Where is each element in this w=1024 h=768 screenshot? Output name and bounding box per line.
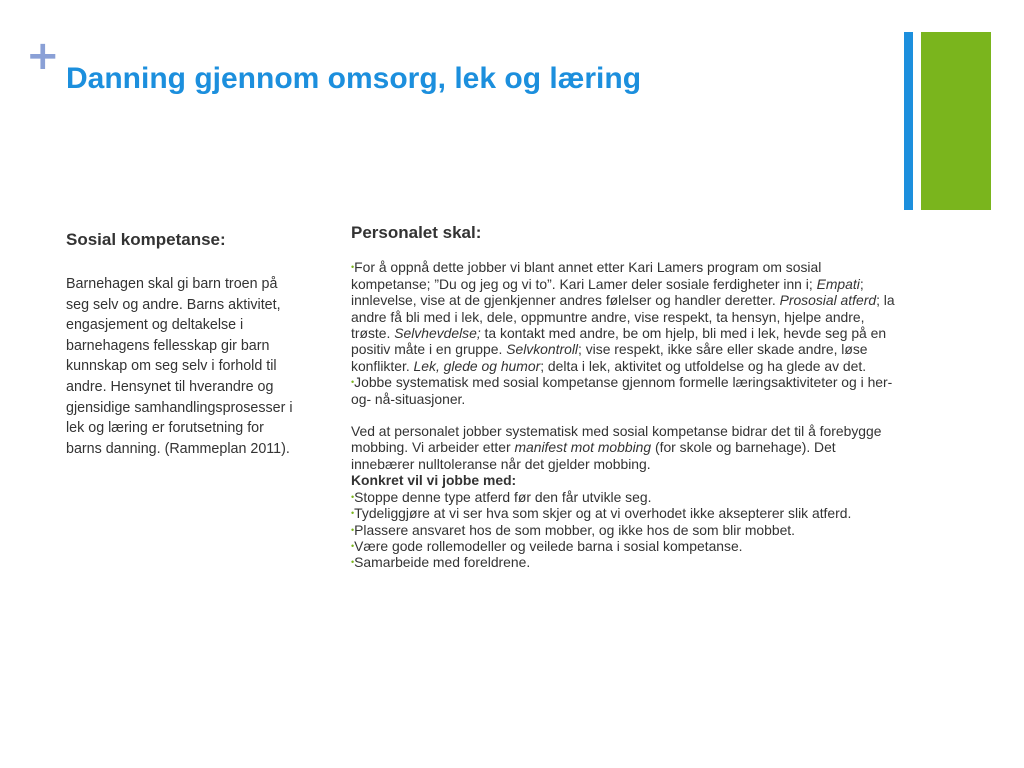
term-selvkontroll: Selvkontroll [506, 341, 579, 358]
list-item [351, 522, 897, 538]
list-item-text: Plassere ansvaret hos de som mobber, og ikke hos de som blir mobbet. [354, 521, 796, 538]
concrete-heading: Konkret vil vi jobbe med: [351, 472, 517, 489]
list-item [351, 554, 897, 570]
bullet-icon: • [351, 262, 355, 273]
paragraph-bullying [351, 423, 897, 472]
accent-bar-green [921, 32, 991, 210]
left-column [66, 230, 302, 459]
plus-icon: + [26, 33, 60, 79]
spacer [351, 407, 897, 423]
list-item [351, 489, 897, 505]
accent-bar-blue [904, 32, 913, 210]
bullet-icon: • [351, 491, 355, 502]
bullet-text: ; la andre få bli med i lek, dele, oppmuntre andre, vise respekt, ta hensyn, hjelpe andre, trøste. [351, 292, 895, 342]
list-item [351, 505, 897, 521]
term-lek-glede-humor: Lek, glede og humor [413, 357, 541, 374]
bullet-text: ta kontakt med andre, be om hjelp, bli med i lek, hevde seg på en positiv måte i en gruppe. [351, 325, 887, 358]
bullet-icon: • [351, 540, 355, 551]
bullet-icon: • [351, 508, 355, 519]
bullet-text: ; delta i lek, aktivitet og utfoldelse og ha glede av det. [540, 357, 867, 374]
paragraph-text: Ved at personalet jobber systematisk med sosial kompetanse bidrar det til å forebygge mobbing. Vi arbeider etter [351, 423, 882, 456]
list-item-text: Være gode rollemodeller og veilede barna i sosial kompetanse. [354, 537, 743, 554]
slide-title: Danning gjennom omsorg, lek og læring [66, 62, 642, 95]
list-item [351, 538, 897, 554]
term-manifest: manifest mot mobbing [514, 439, 652, 456]
term-selvhevdelse: Selvhevdelse; [394, 325, 481, 342]
right-column [351, 225, 897, 571]
bullet-text: ; vise respekt, ikke såre eller skade andre, løse konflikter. [351, 341, 868, 374]
bullet-icon: • [351, 524, 355, 535]
list-item-text: Tydeliggjøre at vi ser hva som skjer og at vi overhodet ikke aksepterer slik atferd. [354, 505, 852, 522]
bullet-icon: • [351, 377, 355, 388]
left-heading: Sosial kompetanse: [66, 230, 226, 249]
bullet-icon: • [351, 557, 355, 568]
bullet-systematic-work [351, 374, 897, 407]
bullet-text: For å oppnå dette jobber vi blant annet etter Kari Lamers program om sosial kompetanse; ”Du og jeg og vi to”. Kari Lamer deler sosiale ferdigheter inn i; [351, 259, 822, 292]
list-item-text: Stoppe denne type atferd før den får utvikle seg. [354, 488, 652, 505]
list-item-text: Samarbeide med foreldrene. [354, 554, 531, 571]
bullet-text: ; innlevelse, vise at de gjenkjenner andres følelser og handler deretter. [351, 275, 864, 309]
term-prososial: Prososial atferd [779, 292, 877, 309]
bullet-social-skills [351, 259, 897, 374]
bullet-text: Jobbe systematisk med sosial kompetanse gjennom formelle læringsaktiviteter og i her- og- nå-situasjoner. [351, 374, 893, 407]
paragraph-text: (for skole og barnehage). Det innebærer nulltoleranse når det gjelder mobbing. [351, 439, 836, 472]
right-heading: Personalet skal: [351, 223, 482, 242]
left-body-text: Barnehagen skal gi barn troen på seg selv og andre. Barns aktivitet, engasjement og deltakelse i barnehagens fellesskap gir barn kunnskap om seg selv i forhold til andre. Hensynet til hverandre og gjensidige samhandlingsprosesser i lek og læring er forutsetning for barns danning. (Rammeplan 2011). [66, 276, 293, 457]
term-empati: Empati [816, 275, 860, 292]
